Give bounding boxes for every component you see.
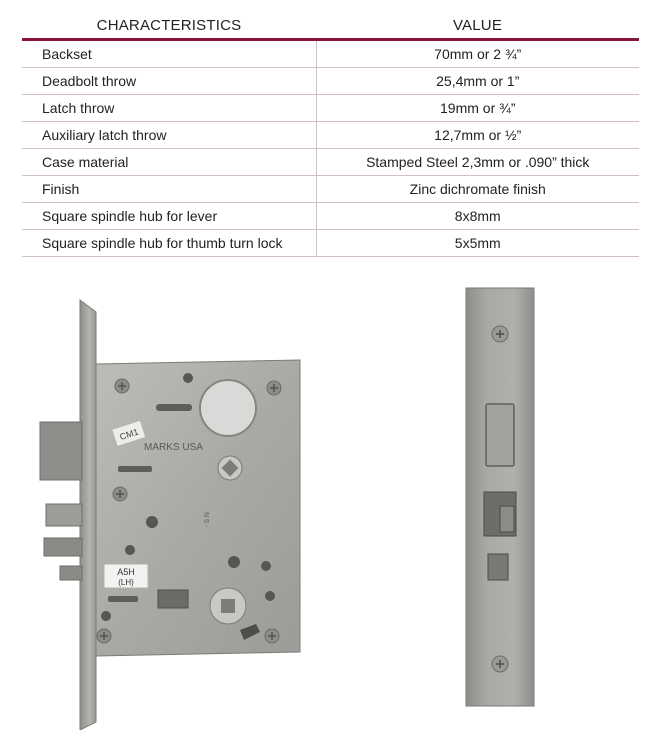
case-hole xyxy=(125,545,135,555)
guard-bolt xyxy=(60,566,82,580)
case-slot xyxy=(156,404,192,411)
sticker-a5h xyxy=(104,564,148,588)
screw-icon xyxy=(267,381,281,395)
lock-case xyxy=(96,360,300,656)
svg-text:CM1: CM1 xyxy=(118,426,140,443)
screw-icon xyxy=(97,629,111,643)
auxiliary-latch xyxy=(44,538,82,556)
row-label: Square spindle hub for lever xyxy=(22,203,316,230)
faceplate-front-photo xyxy=(462,286,538,708)
cylinder-hole xyxy=(200,380,256,436)
screw-icon xyxy=(492,656,508,672)
case-hole xyxy=(265,591,275,601)
latch-bolt xyxy=(46,504,82,526)
screw-icon xyxy=(115,379,129,393)
row-value: Zinc dichromate finish xyxy=(316,176,639,203)
column-header-characteristics: CHARACTERISTICS xyxy=(22,12,316,40)
row-label: Case material xyxy=(22,149,316,176)
column-header-value: VALUE xyxy=(316,12,639,40)
case-slot xyxy=(118,466,152,472)
row-value: 5x5mm xyxy=(316,230,639,257)
table-row xyxy=(22,149,639,176)
row-label: Finish xyxy=(22,176,316,203)
table-row xyxy=(22,40,639,68)
svg-text:A5H: A5H xyxy=(117,567,135,577)
row-value: 70mm or 2 ¾” xyxy=(316,40,639,68)
case-hole xyxy=(228,556,240,568)
row-label: Backset xyxy=(22,40,316,68)
auxiliary-latch-face xyxy=(488,554,508,580)
table-row xyxy=(22,203,639,230)
table-row xyxy=(22,122,639,149)
window-slot xyxy=(158,590,188,608)
brand-stamp: MARKS USA xyxy=(144,442,203,453)
mortise-lock-side-photo xyxy=(34,290,314,730)
table-row xyxy=(22,176,639,203)
row-value: 8x8mm xyxy=(316,203,639,230)
row-value: 19mm or ¾” xyxy=(316,95,639,122)
row-value: Stamped Steel 2,3mm or .090” thick xyxy=(316,149,639,176)
row-label: Latch throw xyxy=(22,95,316,122)
case-slot xyxy=(108,596,138,602)
row-label: Deadbolt throw xyxy=(22,68,316,95)
deadbolt xyxy=(40,422,82,480)
case-hole xyxy=(261,561,271,571)
characteristics-table xyxy=(22,12,639,257)
row-label: Auxiliary latch throw xyxy=(22,122,316,149)
row-value: 25,4mm or 1” xyxy=(316,68,639,95)
svg-text:(LH): (LH) xyxy=(118,578,134,587)
case-hole xyxy=(101,611,111,621)
table-header-row xyxy=(22,12,639,40)
thumbturn-hub xyxy=(210,588,246,624)
row-label: Square spindle hub for thumb turn lock xyxy=(22,230,316,257)
table-row xyxy=(22,68,639,95)
case-hole xyxy=(146,516,158,528)
case-hole xyxy=(183,373,193,383)
row-value: 12,7mm or ½” xyxy=(316,122,639,149)
screw-icon xyxy=(265,629,279,643)
table-row xyxy=(22,95,639,122)
latch-face-inner xyxy=(500,506,514,532)
screw-icon xyxy=(492,326,508,342)
screw-icon xyxy=(113,487,127,501)
lever-hub xyxy=(218,456,242,480)
part-stamp: N 5 - xyxy=(202,512,209,528)
table-row xyxy=(22,230,639,257)
deadbolt-face xyxy=(486,404,514,466)
